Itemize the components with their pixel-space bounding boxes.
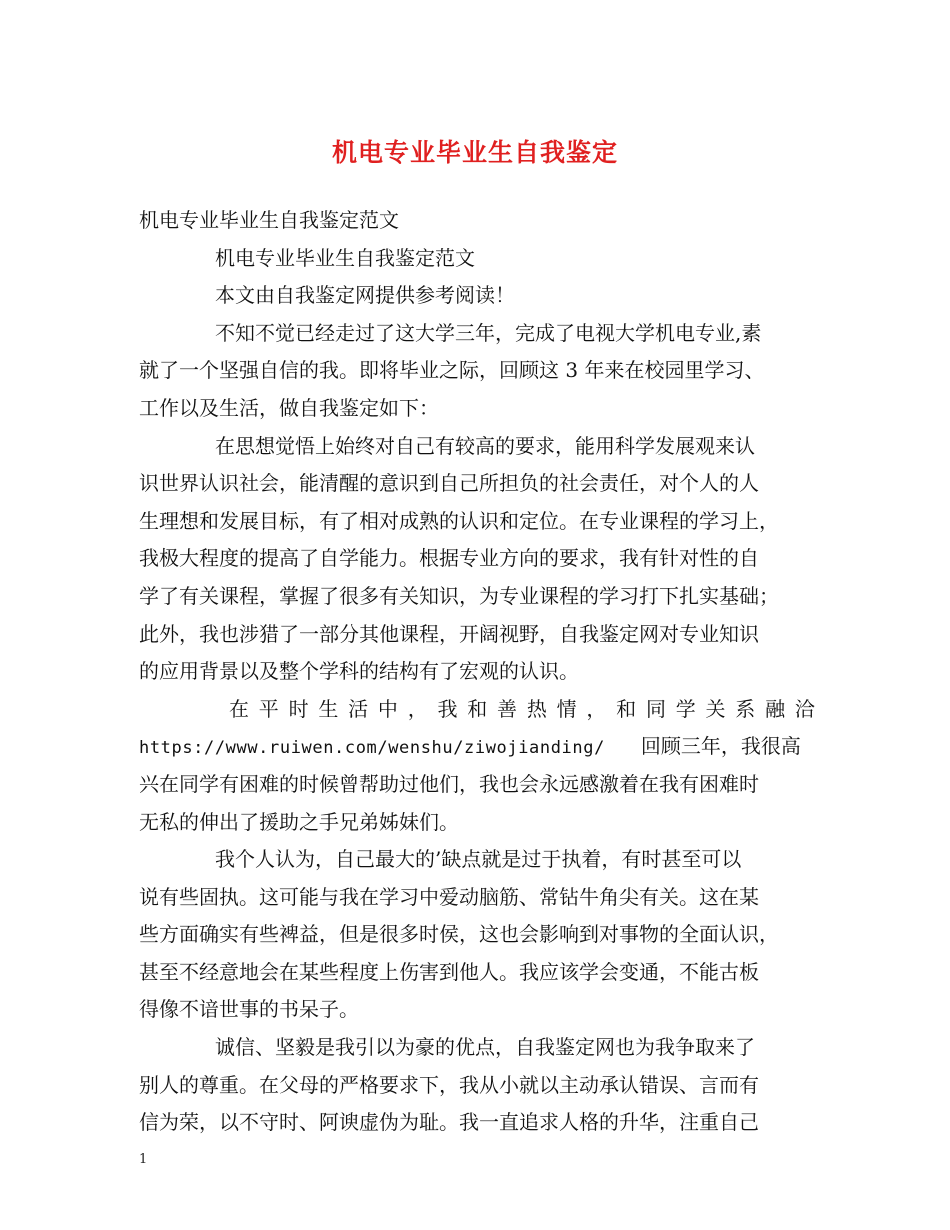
text-line: 生理想和发展目标，有了相对成熟的认识和定位。在专业课程的学习上， <box>139 508 779 533</box>
url-text: https://www.ruiwen.com/wenshu/ziwojianding/ <box>139 738 605 759</box>
justified-char: 平 <box>258 696 279 721</box>
text-line: 机电专业毕业生自我鉴定范文 <box>139 208 399 232</box>
justified-char: 情 <box>556 696 577 721</box>
justified-char: 我 <box>437 696 458 721</box>
text-fragment: 回顾三年，我很高 <box>640 734 801 759</box>
document-body <box>139 202 815 1142</box>
justified-char: 系 <box>735 696 756 721</box>
text-line: 学了有关课程，掌握了很多有关知识，为专业课程的学习打下扎实基础； <box>139 583 779 608</box>
text-line: 就了一个坚强自信的我。即将毕业之际，回顾这 3 年来在校园里学习、 <box>139 358 765 383</box>
justified-char: 同 <box>645 696 666 721</box>
text-line: 诚信、坚毅是我引以为豪的优点，自我鉴定网也为我争取来了 <box>215 1035 755 1060</box>
text-line: 别人的尊重。在父母的严格要求下，我从小就以主动承认错误、言而有 <box>139 1072 759 1097</box>
page-number: 1 <box>139 1152 148 1167</box>
justified-text-line <box>139 691 815 729</box>
justified-char: 学 <box>675 696 696 721</box>
text-line: 此外，我也涉猎了一部分其他课程，开阔视野，自我鉴定网对专业知识 <box>139 621 759 646</box>
text-line: 本文由自我鉴定网提供参考阅读！ <box>215 283 515 308</box>
text-line: 说有些固执。这可能与我在学习中爱动脑筋、常钻牛角尖有关。这在某 <box>139 884 759 909</box>
text-line: 工作以及生活，做自我鉴定如下： <box>139 395 439 420</box>
text-line: 识世界认识社会，能清醒的意识到自己所担负的社会责任，对个人的人 <box>139 471 759 496</box>
text-line: 信为荣，以不守时、阿谀虚伪为耻。我一直追求人格的升华，注重自己 <box>139 1110 759 1135</box>
text-line: 甚至不经意地会在某些程度上伤害到他人。我应该学会变通，不能古板 <box>139 959 759 984</box>
justified-char: 善 <box>497 696 518 721</box>
justified-char: 热 <box>526 696 547 721</box>
justified-char: ， <box>586 696 607 721</box>
text-line: 些方面确实有些裨益，但是很多时侯，这也会影响到对事物的全面认识， <box>139 922 779 947</box>
justified-char: 融 <box>765 696 786 721</box>
justified-char: 关 <box>705 696 726 721</box>
text-line: 不知不觉已经走过了这大学三年，完成了电视大学机电专业,素 <box>215 320 762 345</box>
justified-char: 和 <box>616 696 637 721</box>
text-line: 在思想觉悟上始终对自己有较高的要求，能用科学发展观来认 <box>215 433 755 458</box>
justified-char: 生 <box>318 696 339 721</box>
justified-char: 在 <box>229 696 249 721</box>
document-title: 机电专业毕业生自我鉴定 <box>331 138 618 167</box>
text-line: 兴在同学有困难的时候曾帮助过他们，我也会永远感激着在我有困难时 <box>139 771 759 796</box>
justified-char: 活 <box>348 696 369 721</box>
justified-char: ， <box>407 696 428 721</box>
justified-char: 和 <box>467 696 488 721</box>
text-line: 我个人认为，自己最大的’缺点就是过于执着，有时甚至可以 <box>215 847 742 872</box>
text-line-with-url <box>139 728 815 766</box>
text-line: 无私的伸出了援助之手兄弟姊妹们。 <box>139 809 459 834</box>
text-line: 得像不谙世事的书呆子。 <box>139 997 359 1022</box>
justified-char: 时 <box>288 696 309 721</box>
justified-char: 洽 <box>794 696 815 721</box>
justified-char: 中 <box>377 696 398 721</box>
text-line: 机电专业毕业生自我鉴定范文 <box>215 245 475 270</box>
text-line: 的应用背景以及整个学科的结构有了宏观的认识。 <box>139 659 579 684</box>
text-line: 我极大程度的提高了自学能力。根据专业方向的要求，我有针对性的自 <box>139 546 759 571</box>
